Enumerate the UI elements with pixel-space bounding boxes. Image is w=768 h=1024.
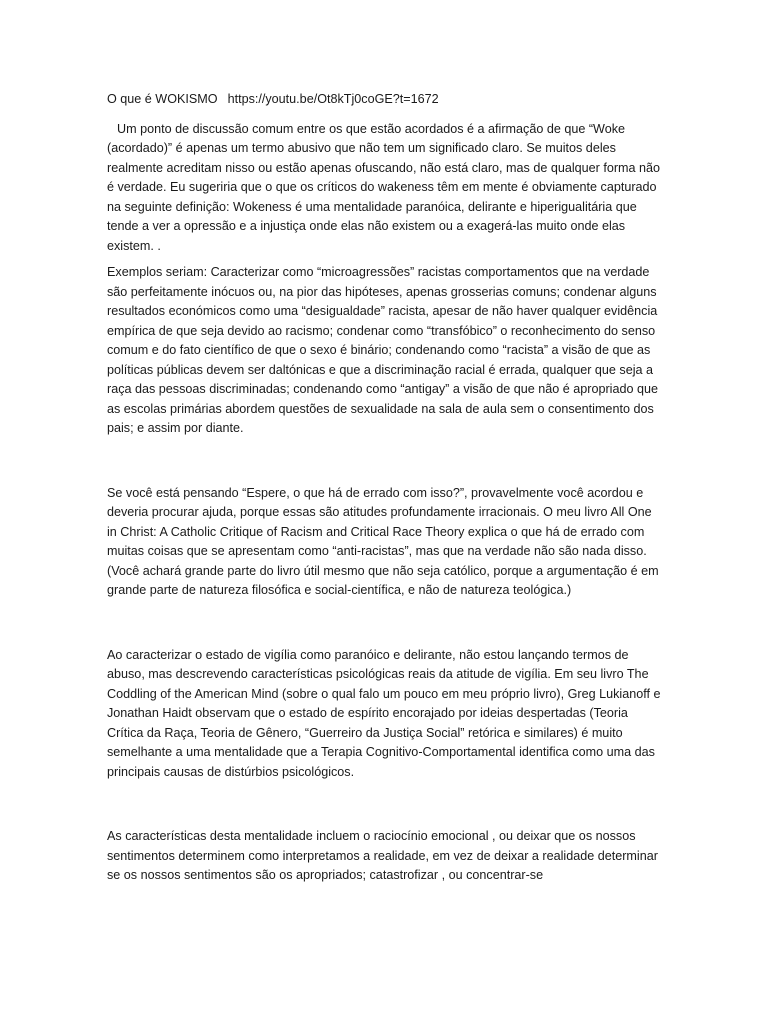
paragraph-definition: Um ponto de discussão comum entre os que estão acordados é a afirmação de que “Woke (acordado)” é apenas um termo abusivo que não tem um significado claro. Se muitos deles realmente acreditam nisso ou estão apenas ofuscando, não está claro, mas de qualquer forma não é verdade. Eu sugeriria que o que os críticos do wakeness têm em mente é obviamente capturado na seguinte definição: Wokeness é uma mentalidade paranóica, delirante e hiperigualitária que tende a ver a opressão e a injustiça onde elas não existem ou a exagerá-las muito onde elas existem. .: [107, 121, 661, 253]
video-link[interactable]: https://youtu.be/Ot8kTj0coGE?t=1672: [227, 92, 439, 106]
document-page: [107, 90, 663, 886]
spacer: [107, 782, 663, 827]
paragraph-book-reference: Se você está pensando “Espere, o que há de errado com isso?”, provavelmente você acordou e deveria procurar ajuda, porque essas são atitudes profundamente irracionais. O meu livro All One in Christ: A Catholic Critique of Racism and Critical Race Theory explica o que há de errado com muitas coisas que se apresentam como “anti-racistas”, mas que na verdade não são nada disso. (Você achará grande parte do livro útil mesmo que não seja católico, porque a argumentação é em grande parte de natureza filosófica e social-científica, e não de natureza teológica.): [107, 485, 659, 597]
document-title: O que é WOKISMO: [107, 92, 218, 106]
paragraph-examples: Exemplos seriam: Caracterizar como “microagressões” racistas comportamentos que na verdade são perfeitamente inócuos ou, na pior das hipóteses, apenas grosserias comuns; condenar alguns resultados económicos como uma “desigualdade” racista, apesar de não haver qualquer evidência empírica de que seja devido ao racismo; condenar como “transfóbico” o reconhecimento do senso comum e do fato científico de que o sexo é binário; condenando como “racista” a visão de que as políticas públicas devem ser daltónicas e que a discriminação racial é errada, qualquer que seja a raça das pessoas discriminadas; condenando como “antigay” a visão de que não é apropriado que as escolas primárias abordem questões de sexualidade na sala de aula sem o consentimento dos pais; e assim por diante.: [107, 265, 658, 435]
paragraph-psychology: Ao caracterizar o estado de vigília como paranóico e delirante, não estou lançando termos de abuso, mas descrevendo características psicológicas reais da atitude de vigília. Em seu livro The Coddling of the American Mind (sobre o qual falo um pouco em meu próprio livro), Greg Lukianoff e Jonathan Haidt observam que o estado de espírito encorajado por ideias despertadas (Teoria Crítica da Raça, Teoria de Gênero, “Guerreiro da Justiça Social” retórica e similares) é muito semelhante a uma mentalidade que a Terapia Cognitivo-Comportamental identifica como uma das principais causas de distúrbios psicológicos.: [107, 647, 661, 779]
spacer: [107, 113, 663, 120]
spacer: [107, 256, 663, 263]
paragraph-characteristics: As características desta mentalidade incluem o raciocínio emocional , ou deixar que os nossos sentimentos determinem como interpretamos a realidade, em vez de deixar a realidade determinar se os nossos sentimentos são os apropriados; catastrofizar , ou concentrar-se: [107, 829, 658, 882]
spacer: [107, 601, 663, 646]
document-header: [107, 90, 663, 110]
spacer: [107, 439, 663, 484]
